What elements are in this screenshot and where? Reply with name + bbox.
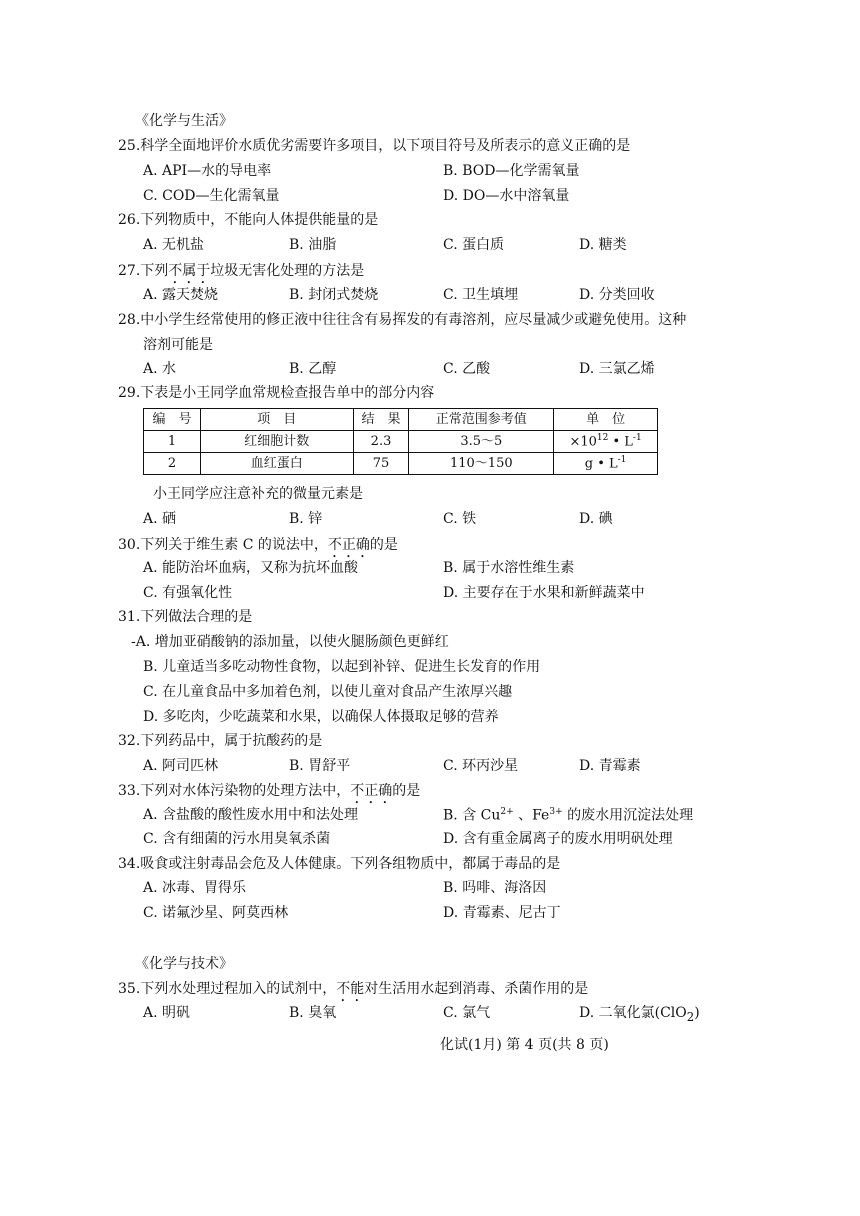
table-cell: 1 [144,431,201,453]
q32-option-d: D. 青霉素 [579,758,641,774]
q28-option-a: A. 水 [143,361,177,377]
ion-charge: 3+ [549,807,563,817]
q35-option-d [579,1006,700,1023]
q31-option-c: C. 在儿童食品中多加着色剂，以使儿童对食品产生浓厚兴趣 [143,684,513,700]
q27-option-b: B. 封闭式焚烧 [289,287,379,303]
q33-b-text: 的废水用沉淀法处理 [562,807,694,824]
q29-option-b: B. 锌 [289,511,323,527]
q35-emphasis: 不能 [336,981,365,997]
table-header-row [144,409,658,431]
table-header: 单 位 [554,409,658,431]
ion-charge: 2+ [500,807,514,817]
question-27-stem [118,263,364,287]
q30-stem-pre: 30.下列关于维生素 C 的说法中， [118,537,328,553]
q33-option-b [443,808,693,823]
table-header: 正常范围参考值 [409,409,554,431]
question-28-stem-cont: 溶剂可能是 [143,337,213,353]
table-cell-unit [554,431,658,453]
q31-option-a: -A. 增加亚硝酸钠的添加量，以使火腿肠颜色更鲜红 [131,634,449,650]
q34-option-d: D. 青霉素、尼古丁 [443,905,561,921]
q35-option-a: A. 明矾 [143,1005,191,1021]
table-cell: 红细胞计数 [200,431,353,453]
section-title-life: 《化学与生活》 [135,113,233,129]
q26-option-d: D. 糖类 [579,237,627,253]
q30-option-c: C. 有强氧化性 [143,585,233,601]
q26-option-a: A. 无机盐 [143,237,205,253]
table-cell: 3.5～5 [409,431,554,453]
q33-b-text: 、Fe [513,807,550,824]
q33-b-text: B. 含 Cu [443,807,501,824]
section-title-tech: 《化学与技术》 [135,956,233,972]
q28-option-d: D. 三氯乙烯 [579,361,655,377]
q35-d-text: ) [694,1005,700,1021]
question-30-stem [118,537,398,561]
table-header: 结 果 [353,409,409,431]
q25-option-c: C. COD—生化需氧量 [143,188,280,204]
q26-option-c: C. 蛋白质 [443,237,505,253]
table-header: 项 目 [200,409,353,431]
q27-stem-pre: 27.下列 [118,263,169,279]
q31-option-b: B. 儿童适当多吃动物性食物，以起到补锌、促进生长发育的作用 [143,659,541,675]
question-32-stem: 32.下列药品中，属于抗酸药的是 [118,733,323,749]
blood-test-table [143,408,658,475]
q28-option-c: C. 乙酸 [443,361,491,377]
formula-subscript: 2 [686,1009,695,1024]
q27-option-a: A. 露天焚烧 [143,287,219,303]
table-cell-unit [554,453,658,475]
table-cell: 2.3 [353,431,409,453]
q33-option-c: C. 含有细菌的污水用臭氧杀菌 [143,831,331,847]
table-cell: 血红蛋白 [200,453,353,475]
table-header: 编 号 [144,409,201,431]
table-row [144,453,658,475]
q28-option-b: B. 乙醇 [289,361,337,377]
q31-option-d: D. 多吃肉，少吃蔬菜和水果，以确保人体摄取足够的营养 [143,709,499,725]
question-29-follow: 小王同学应注意补充的微量元素是 [153,486,363,502]
unit-exponent: 12 [596,433,609,444]
unit-exponent: -1 [617,455,627,466]
q27-emphasis: 不属于 [168,263,211,279]
q29-option-d: D. 碘 [579,511,613,527]
unit-part: • L [608,434,633,450]
q32-option-c: C. 环丙沙星 [443,758,519,774]
q35-stem-post: 对生活用水起到消毒、杀菌作用的是 [364,981,589,997]
question-34-stem: 34.吸食或注射毒品会危及人体健康。下列各组物质中，都属于毒品的是 [118,856,561,872]
question-31-stem: 31.下列做法合理的是 [118,609,253,625]
q35-option-c: C. 氯气 [443,1005,491,1021]
q30-option-a: A. 能防治坏血病，又称为抗坏血酸 [143,560,359,576]
question-28-stem: 28.中小学生经常使用的修正液中往往含有易挥发的有毒溶剂，应尽量减少或避免使用。这种 [118,312,687,328]
q34-option-b: B. 吗啡、海洛因 [443,880,547,896]
q33-option-a: A. 含盐酸的酸性废水用中和法处理 [143,807,359,823]
page-footer: 化试(1月) 第 4 页(共 8 页) [440,1037,609,1053]
q25-option-d: D. DO—水中溶氧量 [443,188,570,204]
q32-option-b: B. 胃舒平 [289,758,351,774]
table-cell: 110～150 [409,453,554,475]
q29-option-c: C. 铁 [443,511,477,527]
question-29-stem: 29.下表是小王同学血常规检查报告单中的部分内容 [118,385,435,401]
q33-option-d: D. 含有重金属离子的废水用明矾处理 [443,831,673,847]
q33-emphasis: 不正确 [350,783,393,799]
question-33-stem [118,783,420,807]
q35-d-text: D. 二氧化氯(ClO [579,1005,687,1021]
q29-option-a: A. 硒 [143,511,177,527]
table-cell: 2 [144,453,201,475]
q33-stem-pre: 33.下列对水体污染物的处理方法中， [118,783,351,799]
q35-option-b: B. 臭氧 [289,1005,337,1021]
q27-option-d: D. 分类回收 [579,287,655,303]
q33-stem-post: 的是 [392,783,421,799]
table-row [144,431,658,453]
q25-option-a: A. API—水的导电率 [143,163,272,179]
q35-stem-pre: 35.下列水处理过程加入的试剂中， [118,981,337,997]
q30-option-d: D. 主要存在于水果和新鲜蔬菜中 [443,585,645,601]
q30-option-b: B. 属于水溶性维生素 [443,560,575,576]
question-25-stem: 25.科学全面地评价水质优劣需要许多项目，以下项目符号及所表示的意义正确的是 [118,138,631,154]
unit-exponent: -1 [632,433,642,444]
question-26-stem: 26.下列物质中，不能向人体提供能量的是 [118,212,379,228]
table-cell: 75 [353,453,409,475]
q27-option-c: C. 卫生填埋 [443,287,519,303]
question-35-stem [118,981,588,1005]
q25-option-b: B. BOD—化学需氧量 [443,163,580,179]
q27-stem-post: 垃圾无害化处理的方法是 [210,263,365,279]
unit-part: g • L [584,456,618,472]
q34-option-c: C. 诺氟沙星、阿莫西林 [143,905,289,921]
q30-emphasis: 不正确 [327,537,370,553]
unit-part: ×10 [569,434,597,450]
q26-option-b: B. 油脂 [289,237,337,253]
q32-option-a: A. 阿司匹林 [143,758,219,774]
q30-stem-post: 的是 [369,537,398,553]
q34-option-a: A. 冰毒、胃得乐 [143,880,247,896]
